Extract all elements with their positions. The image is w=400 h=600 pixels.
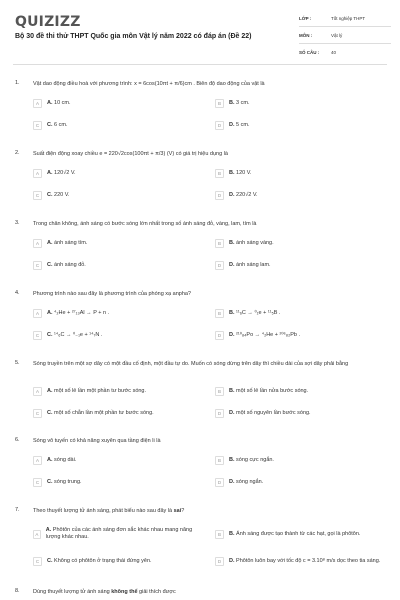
- question-number: 4.: [15, 290, 20, 296]
- option-label: B.: [229, 456, 235, 463]
- option-letter-box: B: [215, 309, 224, 318]
- option-letter-box: B: [215, 387, 224, 396]
- option-c[interactable]: [33, 328, 102, 342]
- option-text: sóng trung.: [54, 478, 82, 485]
- option-a[interactable]: [33, 525, 203, 543]
- option-label: B.: [229, 530, 235, 537]
- option-a[interactable]: [33, 306, 109, 320]
- option-letter-box: B: [215, 239, 224, 248]
- meta-label: MÔN :: [299, 32, 313, 38]
- option-text: 5 cm.: [236, 121, 250, 128]
- option-label: D.: [229, 478, 235, 485]
- option-label: B.: [229, 387, 235, 394]
- option-letter-box: A: [33, 530, 41, 539]
- option-d[interactable]: [215, 188, 258, 202]
- option-label: A.: [47, 169, 53, 176]
- option-text: 6 cm.: [54, 121, 68, 128]
- option-b[interactable]: [215, 166, 251, 180]
- option-c[interactable]: [33, 475, 82, 489]
- option-a[interactable]: [33, 384, 146, 398]
- option-text: Phôtôn của các ánh sáng đơn sắc khác nhau mang năng lượng khác nhau.: [45, 527, 193, 540]
- option-letter-box: C: [33, 409, 42, 418]
- meta-value: Tốt nghiệp THPT: [331, 15, 366, 21]
- option-label: B.: [229, 99, 235, 106]
- option-d[interactable]: [215, 328, 300, 342]
- option-c[interactable]: [33, 188, 69, 202]
- option-letter-box: D: [215, 331, 224, 340]
- option-label: A.: [45, 527, 52, 533]
- option-label: D.: [229, 557, 235, 564]
- option-label: A.: [47, 456, 53, 463]
- option-a[interactable]: [33, 236, 87, 250]
- option-text: một số nguyên lần bước sóng.: [236, 409, 311, 416]
- option-b[interactable]: [215, 306, 280, 320]
- option-letter-box: D: [215, 191, 224, 200]
- option-letter-box: C: [33, 191, 42, 200]
- option-label: C.: [47, 557, 53, 564]
- meta-table: [299, 10, 391, 60]
- header-divider: [13, 64, 387, 65]
- option-d[interactable]: [215, 258, 271, 272]
- option-text: một số lẻ lần nửa bước sóng.: [236, 387, 309, 394]
- option-label: C.: [47, 261, 53, 268]
- option-text: một số chẵn lần một phần tư bước sóng.: [54, 409, 154, 416]
- option-text: Phôtôn luôn bay với tốc độ c = 3.10⁸ m/s dọc theo tia sáng.: [236, 557, 381, 564]
- meta-row-subject: [299, 27, 391, 44]
- option-c[interactable]: [33, 118, 67, 132]
- option-text: 220 V.: [54, 191, 70, 198]
- emphasis-word: không thể: [111, 589, 138, 595]
- option-d[interactable]: [215, 406, 311, 420]
- question-text: Sóng vô tuyến có khả năng xuyên qua tầng điện li là: [33, 438, 161, 444]
- option-label: D.: [229, 261, 235, 268]
- question-number: 3.: [15, 220, 20, 226]
- option-text: 10 cm.: [54, 99, 71, 106]
- meta-label: LỚP :: [299, 15, 312, 21]
- option-d[interactable]: [215, 552, 385, 570]
- option-d[interactable]: [215, 475, 263, 489]
- option-label: B.: [229, 309, 235, 316]
- option-text: ánh sáng lam.: [236, 261, 271, 268]
- option-c[interactable]: [33, 406, 154, 420]
- option-label: A.: [47, 309, 53, 316]
- option-text: Ánh sáng được tạo thành từ các hạt, gọi là phôtôn.: [236, 530, 361, 537]
- option-text: ánh sáng vàng.: [236, 239, 274, 246]
- option-letter-box: B: [215, 530, 224, 539]
- option-text: một số lẻ lần một phần tư bước sóng.: [54, 387, 147, 394]
- meta-row-class: [299, 10, 391, 27]
- meta-value: Vật lý: [331, 32, 343, 38]
- option-letter-box: D: [215, 557, 224, 566]
- page-title: Bộ 30 đề thi thử THPT Quốc gia môn Vật lý năm 2022 có đáp án (Đề 22): [15, 33, 252, 40]
- option-label: C.: [47, 478, 53, 485]
- option-letter-box: A: [33, 169, 42, 178]
- option-letter-box: C: [33, 121, 42, 130]
- option-text: ²¹⁰₈₄Po → ⁴₂He + ²⁰⁶₈₂Pb .: [236, 331, 301, 338]
- question-text: Theo thuyết lượng tử ánh sáng, phát biểu nào sau đây là sai?: [33, 508, 185, 514]
- meta-value: 40: [331, 49, 337, 55]
- option-b[interactable]: [215, 453, 274, 467]
- option-label: C.: [47, 191, 53, 198]
- question-number: 6.: [15, 437, 20, 443]
- option-letter-box: D: [215, 121, 224, 130]
- option-text: sóng cực ngắn.: [236, 456, 274, 463]
- option-text: ¹⁴₆C → ⁰₋₁e + ¹⁴₇N .: [54, 331, 103, 338]
- worksheet-header: [0, 0, 400, 62]
- option-letter-box: A: [33, 99, 42, 108]
- option-text: ⁴₂He + ²⁷₁₃Al → P + n .: [54, 309, 110, 316]
- option-c[interactable]: [33, 552, 203, 570]
- option-letter-box: C: [33, 478, 42, 487]
- option-label: D.: [229, 331, 235, 338]
- meta-row-count: [299, 44, 391, 60]
- option-text: ánh sáng đỏ.: [54, 261, 86, 268]
- option-letter-box: B: [215, 456, 224, 465]
- option-d[interactable]: [215, 118, 249, 132]
- option-label: C.: [47, 331, 53, 338]
- option-letter-box: A: [33, 387, 42, 396]
- question-text: Suất điện động xoay chiều e = 220√2cos(100πt + π/3) (V) có giá trị hiệu dụng là: [33, 151, 228, 157]
- option-text: 220√2 V.: [236, 191, 258, 198]
- option-b[interactable]: [215, 384, 308, 398]
- option-text: 120 V.: [236, 169, 252, 176]
- option-letter-box: C: [33, 331, 42, 340]
- option-text: ¹¹₆C → ⁰₁e + ¹¹₅B .: [236, 309, 281, 316]
- option-text: ánh sáng tím.: [54, 239, 88, 246]
- question-text: Sóng truyền trên một sợ dây có một đầu cố định, một đầu tự do. Muốn có sóng dừng trên dây thì chiều dài của sợi dây phải bằng: [33, 361, 349, 367]
- option-label: D.: [229, 409, 235, 416]
- option-label: D.: [229, 121, 235, 128]
- option-text: 3 cm.: [236, 99, 250, 106]
- option-label: C.: [47, 409, 53, 416]
- question-text: Vật dao động điều hoà với phương trình: x = 6cos(10πt + π/6)cm . Biên độ dao động của vật là: [33, 81, 265, 87]
- option-letter-box: D: [215, 409, 224, 418]
- question-number: 1.: [15, 80, 20, 86]
- question-number: 8.: [15, 588, 20, 594]
- option-letter-box: B: [215, 169, 224, 178]
- option-a[interactable]: [33, 453, 76, 467]
- question-number: 7.: [15, 507, 20, 513]
- option-letter-box: A: [33, 456, 42, 465]
- option-a[interactable]: [33, 96, 71, 110]
- option-letter-box: C: [33, 261, 42, 270]
- option-a[interactable]: [33, 166, 76, 180]
- option-letter-box: D: [215, 478, 224, 487]
- question-number: 5.: [15, 360, 20, 366]
- emphasis-word: sai: [173, 508, 182, 514]
- question-text: Trong chân không, ánh sáng có bước sóng lớn nhất trong số ánh sáng đỏ, vàng, lam, tím là: [33, 221, 257, 227]
- option-label: A.: [47, 387, 53, 394]
- option-label: A.: [47, 99, 53, 106]
- option-letter-box: D: [215, 261, 224, 270]
- option-letter-box: A: [33, 309, 42, 318]
- option-text: sóng ngắn.: [236, 478, 264, 485]
- option-text: Không có phôtôn ở trạng thái đứng yên.: [54, 557, 152, 564]
- option-label: C.: [47, 121, 53, 128]
- question-number: 2.: [15, 150, 20, 156]
- meta-label: SỐ CÂU :: [299, 49, 320, 55]
- option-text: sóng dài.: [54, 456, 77, 463]
- option-b[interactable]: [215, 525, 385, 543]
- option-label: B.: [229, 239, 235, 246]
- quizizz-logo: QUIZIZZ: [15, 14, 81, 30]
- option-c[interactable]: [33, 258, 86, 272]
- option-b[interactable]: [215, 236, 274, 250]
- option-letter-box: B: [215, 99, 224, 108]
- option-text: 120√2 V.: [54, 169, 76, 176]
- question-text: Dùng thuyết lượng tử ánh sáng không thể giải thích được: [33, 589, 176, 595]
- question-text: Phương trình nào sau đây là phương trình của phóng xạ anpha?: [33, 291, 191, 297]
- option-letter-box: A: [33, 239, 42, 248]
- option-label: D.: [229, 191, 235, 198]
- option-letter-box: C: [33, 557, 42, 566]
- option-b[interactable]: [215, 96, 249, 110]
- option-label: B.: [229, 169, 235, 176]
- option-label: A.: [47, 239, 53, 246]
